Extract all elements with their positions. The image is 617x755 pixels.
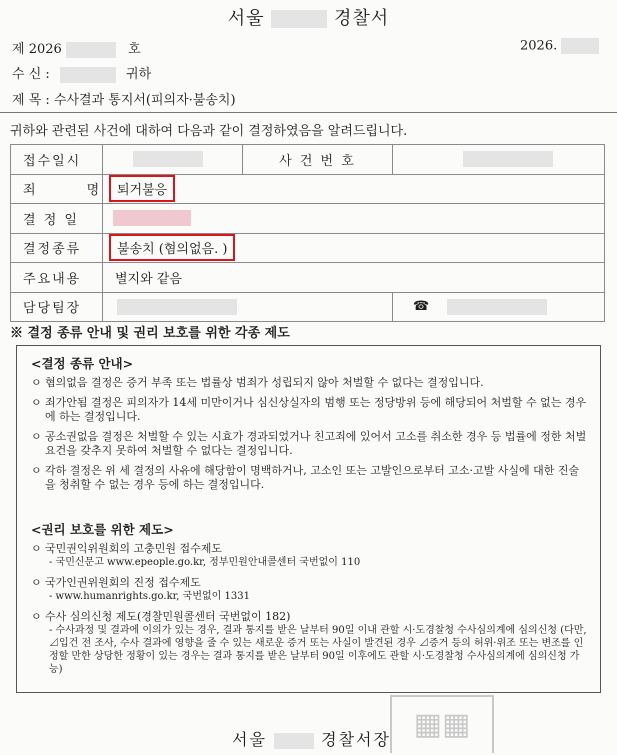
officer-phone-cell [393,292,605,322]
crime-value-cell [103,174,605,204]
decision-type-text: 공소권없음 결정은 처벌할 수 있는 시효가 경과되었거나 친고죄에 있어서 고소를 취소한 경우 등 법률에 정한 처벌요건을 갖추지 못하여 처벌할 수 없다는 결정입니다. [45,430,587,457]
footer-right: 경찰서장 [321,730,391,749]
footer-left: 서울 [232,730,267,749]
rights-item: ㅇ 국가인권위원회의 진정 접수제도 - www.humanrights.go.kr, 국번없이 1331 [31,576,589,603]
rights-heading: <권리 보호를 위한 제도> [31,522,174,537]
crime-value: 퇴거불응 [109,175,175,202]
footer-signature [232,727,391,750]
footer-redaction [274,733,314,749]
phone-redaction [447,299,547,315]
number-redaction [66,42,116,58]
document-number [12,38,141,58]
officer-redaction [117,299,237,315]
recipient-label: 수 신 : [12,67,50,82]
decision-type-item: ㅇ 죄가안됨 결정은 피의자가 14세 미만이거나 심신상실자의 범행 또는 정당방위 등에 해당되어 처벌할 수 없는 경우에 하는 결정입니다. [31,396,589,424]
number-prefix: 제 2026 [12,42,62,57]
main-content-label: 주요내용 [11,263,103,293]
rights-list [31,542,589,676]
rights-sub: - www.humanrights.go.kr, 국번없이 1331 [49,591,250,602]
receipt-date-value [103,145,243,175]
decision-type-label: 결정종류 [11,233,103,263]
rights-sub: - 국민신문고 www.epeople.go.kr, 정부민원안내콜센터 국번없이 110 [49,557,361,568]
recipient-redaction [60,67,116,83]
document-date [520,38,599,54]
receipt-date-label: 접수일시 [11,145,103,175]
case-no-value [393,145,605,175]
rights-title: 국민권익위원회의 고충민원 접수제도 [45,542,223,555]
case-no-redaction [463,151,553,167]
decision-date-value [103,204,605,234]
officer-value [103,292,393,322]
main-content-text: 별지와 같음 [115,271,182,287]
decision-type-text: 혐의없음 결정은 증거 부족 또는 법률상 범죄가 성립되지 않아 처벌할 수 없다는 결정입니다. [45,376,484,389]
guide-box [16,345,601,693]
title-redaction [271,10,327,28]
decision-types-heading: <결정 종류 안내> [31,356,134,371]
case-info-table [10,144,605,322]
subject-line: 제 목 : 수사결과 통지서(피의자·불송치) [12,93,236,108]
guide-heading: ※ 결정 종류 안내 및 권리 보호를 위한 각종 제도 [10,326,290,341]
decision-type-item: ㅇ 공소권없음 결정은 처벌할 수 있는 시효가 경과되었거나 친고죄에 있어서 고소를 취소한 경우 등 법률에 정한 처벌요건을 갖추지 못하여 처벌할 수 없다는 결정입니다. [31,430,589,458]
date-text: 2026. [520,38,558,54]
intro-text: 귀하와 관련된 사건에 대하여 다음과 같이 결정하였음을 알려드립니다. [10,124,408,139]
number-suffix: 호 [128,42,141,57]
decision-type-item: ㅇ 혐의없음 결정은 증거 부족 또는 법률상 범죄가 성립되지 않아 처벌할 수 없다는 결정입니다. [31,376,484,389]
header-divider [0,112,617,113]
decision-date-redaction [113,210,191,226]
decision-type-value-cell [103,233,605,263]
crime-label: 죄 명 [11,174,103,204]
recipient-suffix: 귀하 [126,67,152,82]
official-seal: ▦▦ [390,695,494,753]
rights-item: ㅇ 국민권익위원회의 고충민원 접수제도 - 국민신문고 www.epeople.go.kr, 정부민원안내콜센터 국번없이 110 [31,542,589,569]
document-title [0,4,617,30]
rights-item: ㅇ 수사 심의신청 제도(경찰민원콜센터 국번없이 182) - 수사과정 및 결과에 이의가 있는 경우, 결과 통지를 받은 날부터 90일 이내 관할 시·도경찰청 수사심의계에 심의신청 (다만, ⊿입건 전 조사, 수사 결과에 영향을 줄 수 있는 새로운 증거 또는 사실이 발견된 경우 ⊿증거 등의 허위·위조 또는 변조를 인정할 만한 상당한 정황이 있는 경우는 결과 통지를 받은 날부터 90일 이후에도 관할 시·도경찰청 수사심의계에 심의신청 가능) [31,610,589,676]
date-redaction [561,38,599,54]
rights-title: 국가인권위원회의 진정 접수제도 [45,576,201,589]
case-no-label: 사 건 번 호 [243,145,393,175]
rights-sub: - 수사과정 및 결과에 이의가 있는 경우, 결과 통지를 받은 날부터 90일 이내 관할 시·도경찰청 수사심의계에 심의신청 (다만, ⊿입건 전 조사, 수사 결과에 영향을 줄 수 있는 새로운 증거 또는 사실이 발견된 경우 ⊿증거 등의 허위·위조 또는 변조를 인정할 만한 상당한 정황이 있는 경우는 결과 통지를 받은 날부터 90일 이후에도 관할 시·도경찰청 수사심의계에 심의신청 가능) [49,625,587,675]
decision-date-label: 결 정 일 [11,204,103,234]
decision-type-item: ㅇ 각하 결정은 위 세 결정의 사유에 해당함이 명백하거나, 고소인 또는 고발인으로부터 고소·고발 사실에 대한 진술을 청취할 수 없는 경우 등에 하는 결정입니다. [31,464,589,492]
decision-type-value: 불송치 (혐의없음. ) [109,234,235,261]
receipt-date-redaction [133,151,203,167]
rights-title: 수사 심의신청 제도(경찰민원콜센터 국번없이 182) [45,610,291,623]
phone-icon: ☎ [413,299,430,315]
title-right: 경찰서 [334,8,390,29]
main-content-value [103,263,605,293]
recipient-line [12,63,151,83]
officer-label: 담당팀장 [11,292,103,322]
decision-types-list [31,376,589,492]
decision-type-text: 죄가안됨 결정은 피의자가 14세 미만이거나 심신상실자의 범행 또는 정당방위 등에 해당되어 처벌할 수 없는 경우에 하는 결정입니다. [45,396,587,423]
decision-type-text: 각하 결정은 위 세 결정의 사유에 해당함이 명백하거나, 고소인 또는 고발인으로부터 고소·고발 사실에 대한 진술을 청취할 수 없는 경우 등에 하는 결정입니다. [45,464,580,491]
title-left: 서울 [227,8,265,29]
